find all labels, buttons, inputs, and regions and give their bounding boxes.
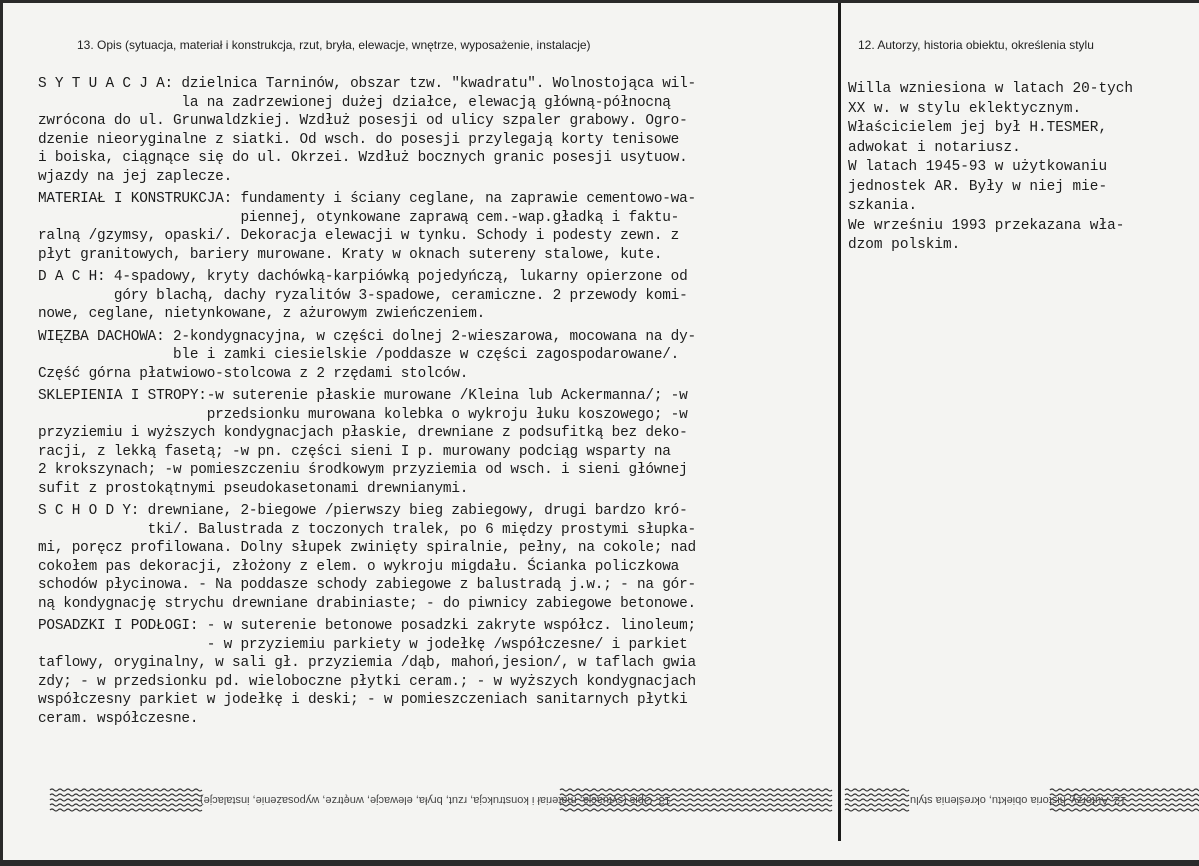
text-line: piennej, otynkowane zaprawą cem.-wap.gładką i faktu- <box>38 209 680 226</box>
text-line: MATERIAŁ I KONSTRUKCJA: fundamenty i ściany ceglane, na zaprawie cementowo-wa- <box>38 191 696 207</box>
history-header: 12. Autorzy, historia obiektu, określenia stylu <box>858 38 1094 52</box>
description-header: 13. Opis (sytuacja, materiał i konstrukcja, rzut, bryła, elewacje, wnętrze, wyposażenie, instalacje) <box>77 38 591 52</box>
column-divider-bottom <box>838 811 841 841</box>
text-line: dzenie nieoryginalne z siatki. Od wsch. do posesji przylegają korty tenisowe <box>38 131 680 148</box>
wave-stroke <box>845 809 909 811</box>
text-line: 2 krokszynach; -w pomieszczeniu środkowym przyziemia od wsch. i sieni głównej <box>38 462 688 478</box>
text-line: mi, poręcz profilowana. Dolny słupek zwinięty spiralnie, pełny, na cokole; nad <box>38 540 696 556</box>
text-line: nowe, ceglane, nietynkowane, z ażurowym zwieńczeniem. <box>38 306 486 322</box>
text-line: POSADZKI I PODŁOGI: - w suterenie betonowe posadzki zakryte współcz. linoleum; <box>38 618 696 634</box>
wave-stroke <box>50 799 202 801</box>
wave-stroke <box>560 809 832 811</box>
text-line: taflowy, oryginalny, w sali gł. przyziemia /dąb, mahoń,jesion/, w taflach gwia <box>38 655 696 671</box>
history-line: W latach 1945-93 w użytkowaniu <box>848 159 1108 175</box>
text-line: cokołem pas dekoracji, złożony z elem. o wykroju migdału. Ścianka policzkowa <box>38 558 680 575</box>
description-section <box>38 190 838 264</box>
wave-stroke <box>845 794 909 796</box>
card-border-bottom <box>0 860 1199 866</box>
text-line: sufit z prostokątnymi pseudokasetonami drewnianymi. <box>38 480 469 497</box>
history-line: XX w. w stylu eklektycznym. <box>848 100 1082 117</box>
text-line: S Y T U A C J A: dzielnica Tarninów, obszar tzw. "kwadratu". Wolnostojąca wil- <box>38 76 696 92</box>
text-line: WIĘZBA DACHOWA: 2-kondygnacyjna, w części dolnej 2-wieszarowa, mocowana na dy- <box>38 328 696 345</box>
column-divider <box>838 3 841 811</box>
text-line: współczesny parkiet w jodełkę i deski; - w pomieszczeniach sanitarnych płytki <box>38 692 688 708</box>
history-line: adwokat i notariusz. <box>848 139 1021 156</box>
text-line: wjazdy na jej zaplecze. <box>38 168 233 185</box>
description-section <box>38 75 838 186</box>
text-line: racji, z lekką fasetą; -w pn. części sieni I p. murowany podciąg wsparty na <box>38 443 671 460</box>
wave-stroke <box>845 804 909 806</box>
history-line: jednostek AR. Były w niej mie- <box>848 178 1108 195</box>
description-section <box>38 268 838 324</box>
text-line: przedsionku murowana kolebka o wykroju łuku koszowego; -w <box>38 406 688 423</box>
text-line: płyt granitowych, bariery murowane. Kraty w oknach sutereny stalowe, kute. <box>38 246 663 263</box>
wave-stroke <box>50 804 202 806</box>
wave-stroke <box>845 789 909 791</box>
text-line: S C H O D Y: drewniane, 2-biegowe /pierwszy bieg zabiegowy, drugi bardzo kró- <box>38 503 688 519</box>
text-line: góry blachą, dachy ryzalitów 3-spadowe, ceramiczne. 2 przewody komi- <box>38 287 688 304</box>
description-section <box>38 617 838 728</box>
history-body <box>848 80 1193 256</box>
text-line: przyziemiu i wyższych kondygnacjach płaskie, drewniane z podsufitką bez deko- <box>38 425 688 441</box>
history-line: Właścicielem jej był H.TESMER, <box>848 120 1108 136</box>
history-line: szkania. <box>848 198 918 214</box>
description-body <box>38 75 838 728</box>
mirrored-history-header: 12. Autorzy, historia obiektu, określenia stylu <box>910 794 1127 806</box>
history-line: dzom polskim. <box>848 237 961 253</box>
text-line: ralną /gzymsy, opaski/. Dekoracja elewacji w tynku. Schody i podesty zewn. z <box>38 228 680 244</box>
text-line: tki/. Balustrada z toczonych tralek, po 6 między prostymi słupka- <box>38 521 696 538</box>
text-line: - w przyziemiu parkiety w jodełkę /współczesne/ i parkiet <box>38 636 688 653</box>
wave-stroke <box>1050 809 1199 811</box>
description-section <box>38 502 838 613</box>
description-section <box>38 387 838 498</box>
text-line: i boiska, ciągnące się do ul. Okrzei. Wzdłuż bocznych granic posesji usytuow. <box>38 150 688 166</box>
text-line: D A C H: 4-spadowy, kryty dachówką-karpiówką pojedyńczą, lukarny opierzone od <box>38 269 688 285</box>
text-line: ną kondygnację strychu drewniane drabiniaste; - do piwnicy zabiegowe betonowe. <box>38 595 696 612</box>
mirrored-description-header: 13. Opis (sytuacja, materiał i konstrukcja, rzut, bryła, elewacje, wnętrze, wyposażenie, instalacje) <box>200 794 671 806</box>
card-border-top <box>0 0 1199 3</box>
wave-stroke <box>50 809 202 811</box>
wave-stroke <box>560 789 832 791</box>
text-line: schodów płycinowa. - Na poddasze schody zabiegowe z balustradą j.w.; - na gór- <box>38 577 696 593</box>
text-line: zwrócona do ul. Grunwaldzkiej. Wzdłuż posesji od ulicy szpaler grabowy. Ogro- <box>38 113 688 129</box>
text-line: ble i zamki ciesielskie /poddasze w części zagospodarowane/. <box>38 347 680 363</box>
history-line: We wrześniu 1993 przekazana wła- <box>848 217 1125 234</box>
text-line: SKLEPIENIA I STROPY:-w suterenie płaskie murowane /Kleina lub Ackermanna/; -w <box>38 388 688 404</box>
text-line: la na zadrzewionej dużej działce, elewacją główną-północną <box>38 94 671 111</box>
history-line: Willa wzniesiona w latach 20-tych <box>848 81 1133 97</box>
text-line: Część górna płatwiowo-stolcowa z 2 rzędami stolców. <box>38 365 469 382</box>
card-border-left <box>0 0 3 866</box>
description-section <box>38 328 838 384</box>
wave-stroke <box>50 794 202 796</box>
wave-stroke <box>1050 789 1199 791</box>
wave-stroke <box>845 799 909 801</box>
wave-stroke <box>50 789 202 791</box>
text-line: ceram. współczesne. <box>38 710 199 727</box>
text-line: zdy; - w przedsionku pd. wieloboczne płytki ceram.; - w wyższych kondygnacjach <box>38 673 696 690</box>
